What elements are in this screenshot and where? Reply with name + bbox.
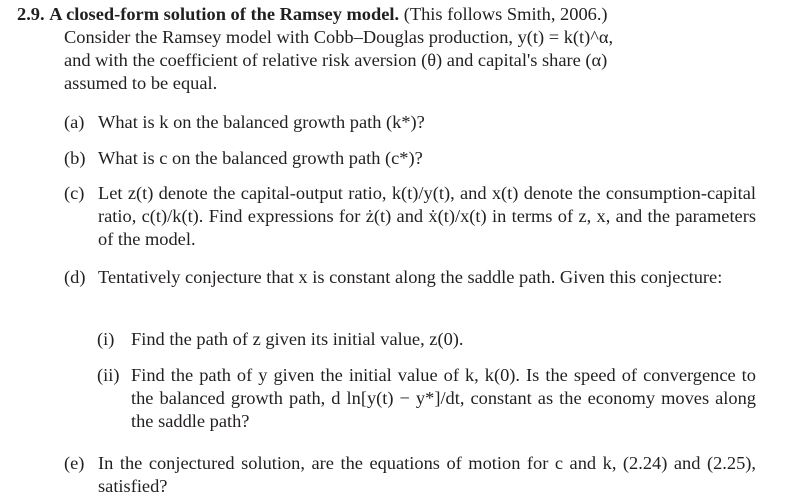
part-d-ii: [97, 364, 756, 433]
problem-source-note: (This follows Smith, 2006.): [403, 4, 608, 24]
part-a-text: What is k on the balanced growth path (k*)?: [98, 112, 425, 132]
part-e: [64, 452, 756, 498]
problem-intro-line-2: Consider the Ramsey model with Cobb–Douglas production, y(t) = k(t)^α,: [64, 27, 614, 47]
problem-intro-line-3: and with the coefficient of relative risk aversion (θ) and capital's share (α): [64, 50, 608, 70]
part-a: [64, 111, 756, 134]
part-d-ii-text: Find the path of y given the initial value of k, k(0). Is the speed of convergence to the balanced growth path, d ln[y(t) − y*]/dt, constant as the economy moves along the saddle path?: [131, 365, 756, 431]
part-c-text: Let z(t) denote the capital-output ratio, k(t)/y(t), and x(t) denote the consumption-capital ratio, c(t)/k(t). Find expressions for ż(t) and ẋ(t)/x(t) in terms of z, x, and the parameters of the model.: [98, 183, 756, 249]
part-d-i-label: (i): [97, 329, 115, 349]
part-b-text: What is c on the balanced growth path (c*)?: [98, 148, 423, 168]
part-c: [64, 182, 756, 251]
part-c-label: (c): [64, 183, 85, 203]
part-d-label: (d): [64, 267, 86, 287]
part-a-label: (a): [64, 112, 85, 132]
part-d: [64, 266, 756, 289]
problem-header: [17, 3, 757, 95]
problem-number: 2.9.: [17, 4, 45, 24]
part-d-text: Tentatively conjecture that x is constant along the saddle path. Given this conjecture:: [98, 267, 723, 287]
part-d-i-text: Find the path of z given its initial value, z(0).: [131, 329, 464, 349]
part-e-label: (e): [64, 453, 85, 473]
part-b-label: (b): [64, 148, 86, 168]
part-d-ii-label: (ii): [97, 365, 120, 385]
part-d-i: [97, 328, 756, 351]
problem-title: A closed-form solution of the Ramsey model.: [49, 4, 400, 24]
problem-intro-line-4: assumed to be equal.: [64, 73, 218, 93]
part-b: [64, 147, 756, 170]
part-e-text: In the conjectured solution, are the equations of motion for c and k, (2.24) and (2.25), satisfied?: [98, 453, 756, 496]
